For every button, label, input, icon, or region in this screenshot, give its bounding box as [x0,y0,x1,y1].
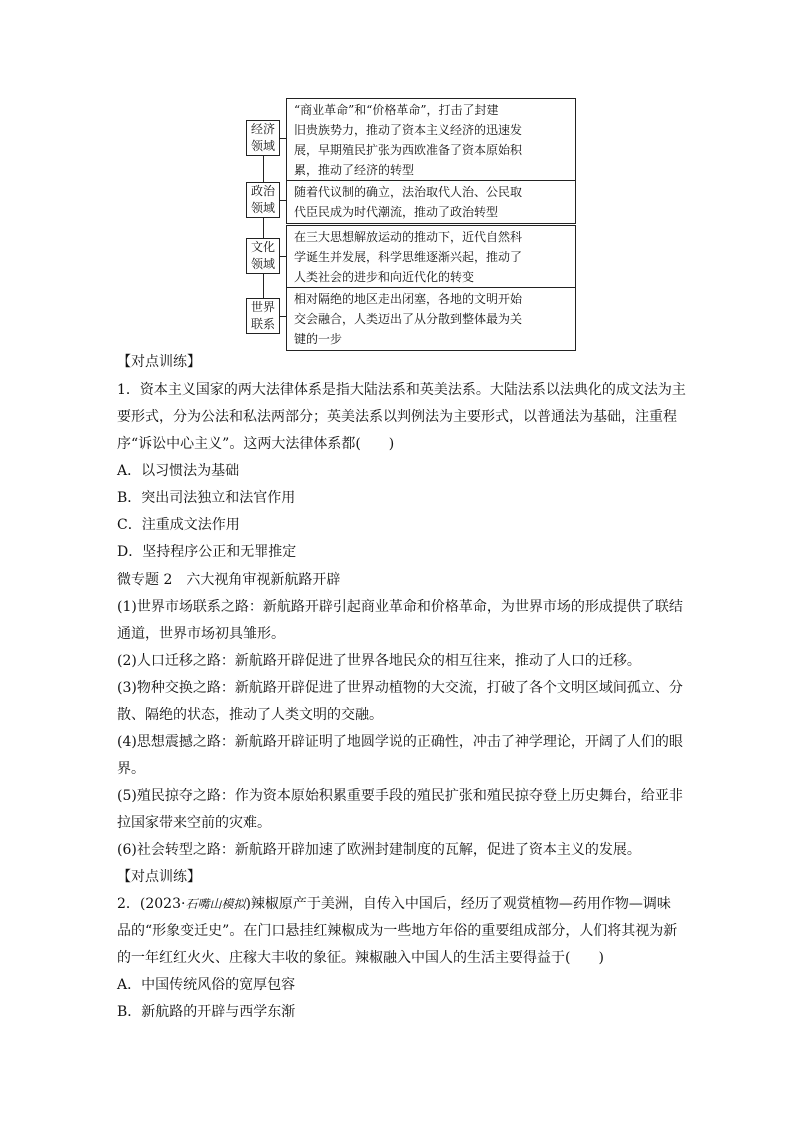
practice-heading: 【对点训练】 [117,354,201,370]
question-2-option-b: B．新航路的开辟与西学东渐 [117,1004,296,1020]
topic-item-3: (3)物种交换之路：新航路开辟促进了世界动植物的大交流，打破了各个文明区域间孤立、分 [117,680,683,696]
topic-item-1-cont: 通道，世界市场初具雏形。 [117,626,285,642]
diagram-desc-culture [286,225,576,289]
desc-line: 累，推动了经济的转型 [294,163,415,177]
desc-line: 键的一步 [294,332,343,346]
question-2-stem-first: )辣椒原产于美洲，自传入中国后，经历了观赏植物—药用作物—调味 [245,896,671,912]
diagram-desc-politics [286,180,576,224]
diagram-desc-economy [286,98,576,182]
practice-heading: 【对点训练】 [117,869,201,885]
question-1-option-a: A．以习惯法为基础 [117,463,240,479]
topic-item-2: (2)人口迁移之路：新航路开辟促进了世界各地民众的相互往来，推动了人口的迁移。 [117,653,641,669]
desc-line: 代臣民成为时代潮流，推动了政治转型 [294,205,499,219]
topic-item-4-cont: 界。 [117,761,145,777]
question-2-stem-line: 的一年红红火火、庄稼大丰收的象征。辣椒融入中国人的生活主要得益于( ) [117,950,604,966]
summary-diagram [246,98,576,346]
diagram-category-culture: 文化领域 [246,238,280,274]
question-2-stem-line: 品的“形象变迁史”。在门口悬挂红辣椒成为一些地方年俗的重要组成部分，人们将其视为新 [117,923,678,939]
desc-line: 随着代议制的确立，法治取代人治、公民取 [294,185,523,199]
diagram-category-economy: 经济领域 [246,120,280,156]
topic-item-5: (5)殖民掠夺之路：作为资本原始积累重要手段的殖民扩张和殖民掠夺登上历史舞台，给亚非 [117,788,683,804]
desc-line: “商业革命”和“价格革命”，打击了封建 [294,103,499,117]
topic-item-5-cont: 拉国家带来空前的灾难。 [117,815,271,831]
topic-item-3-cont: 散、隔绝的状态，推动了人类文明的交融。 [117,707,383,723]
question-2-number: 2．(2023· [117,896,186,912]
question-2-stem-line [117,894,671,914]
desc-line: 人类社会的进步和向近代化的转变 [294,270,475,284]
question-1-stem-line: 序“诉讼中心主义”。这两大法律体系都( ) [117,436,395,452]
diagram-category-politics: 政治领域 [246,182,280,218]
desc-line: 交会融合，人类迈出了从分散到整体最为关 [294,312,523,326]
desc-line: 学诞生并发展，科学思维逐渐兴起，推动了 [294,250,523,264]
desc-line: 展，早期殖民扩张为西欧准备了资本原始积 [294,143,523,157]
desc-line: 相对隔绝的地区走出闭塞，各地的文明开始 [294,292,523,306]
topic-item-1: (1)世界市场联系之路：新航路开辟引起商业革命和价格革命，为世界市场的形成提供了联结 [117,599,683,615]
question-2-option-a: A．中国传统风俗的宽厚包容 [117,977,296,993]
desc-line: 旧贵族势力，推动了资本主义经济的迅速发 [294,123,523,137]
diagram-category-world: 世界联系 [246,298,280,334]
topic-item-4: (4)思想震撼之路：新航路开辟证明了地圆学说的正确性，冲击了神学理论，开阔了人们的眼 [117,734,683,750]
question-1-stem-line: 1．资本主义国家的两大法律体系是指大陆法系和英美法系。大陆法系以法典化的成文法为主 [117,382,686,398]
question-1-stem-line: 要形式，分为公法和私法两部分；英美法系以判例法为主要形式，以普通法为基础，注重程 [117,409,677,425]
question-1-option-b: B．突出司法独立和法官作用 [117,490,296,506]
desc-line: 在三大思想解放运动的推动下，近代自然科 [294,230,523,244]
question-1-option-c: C．注重成文法作用 [117,517,240,533]
topic-item-6: (6)社会转型之路：新航路开辟加速了欧洲封建制度的瓦解，促进了资本主义的发展。 [117,842,641,858]
topic-title: 微专题 2 六大视角审视新航路开辟 [117,572,341,588]
diagram-desc-world [286,287,576,351]
question-2-source: 石嘴山模拟 [185,897,246,911]
question-1-option-d: D．坚持程序公正和无罪推定 [117,544,297,560]
